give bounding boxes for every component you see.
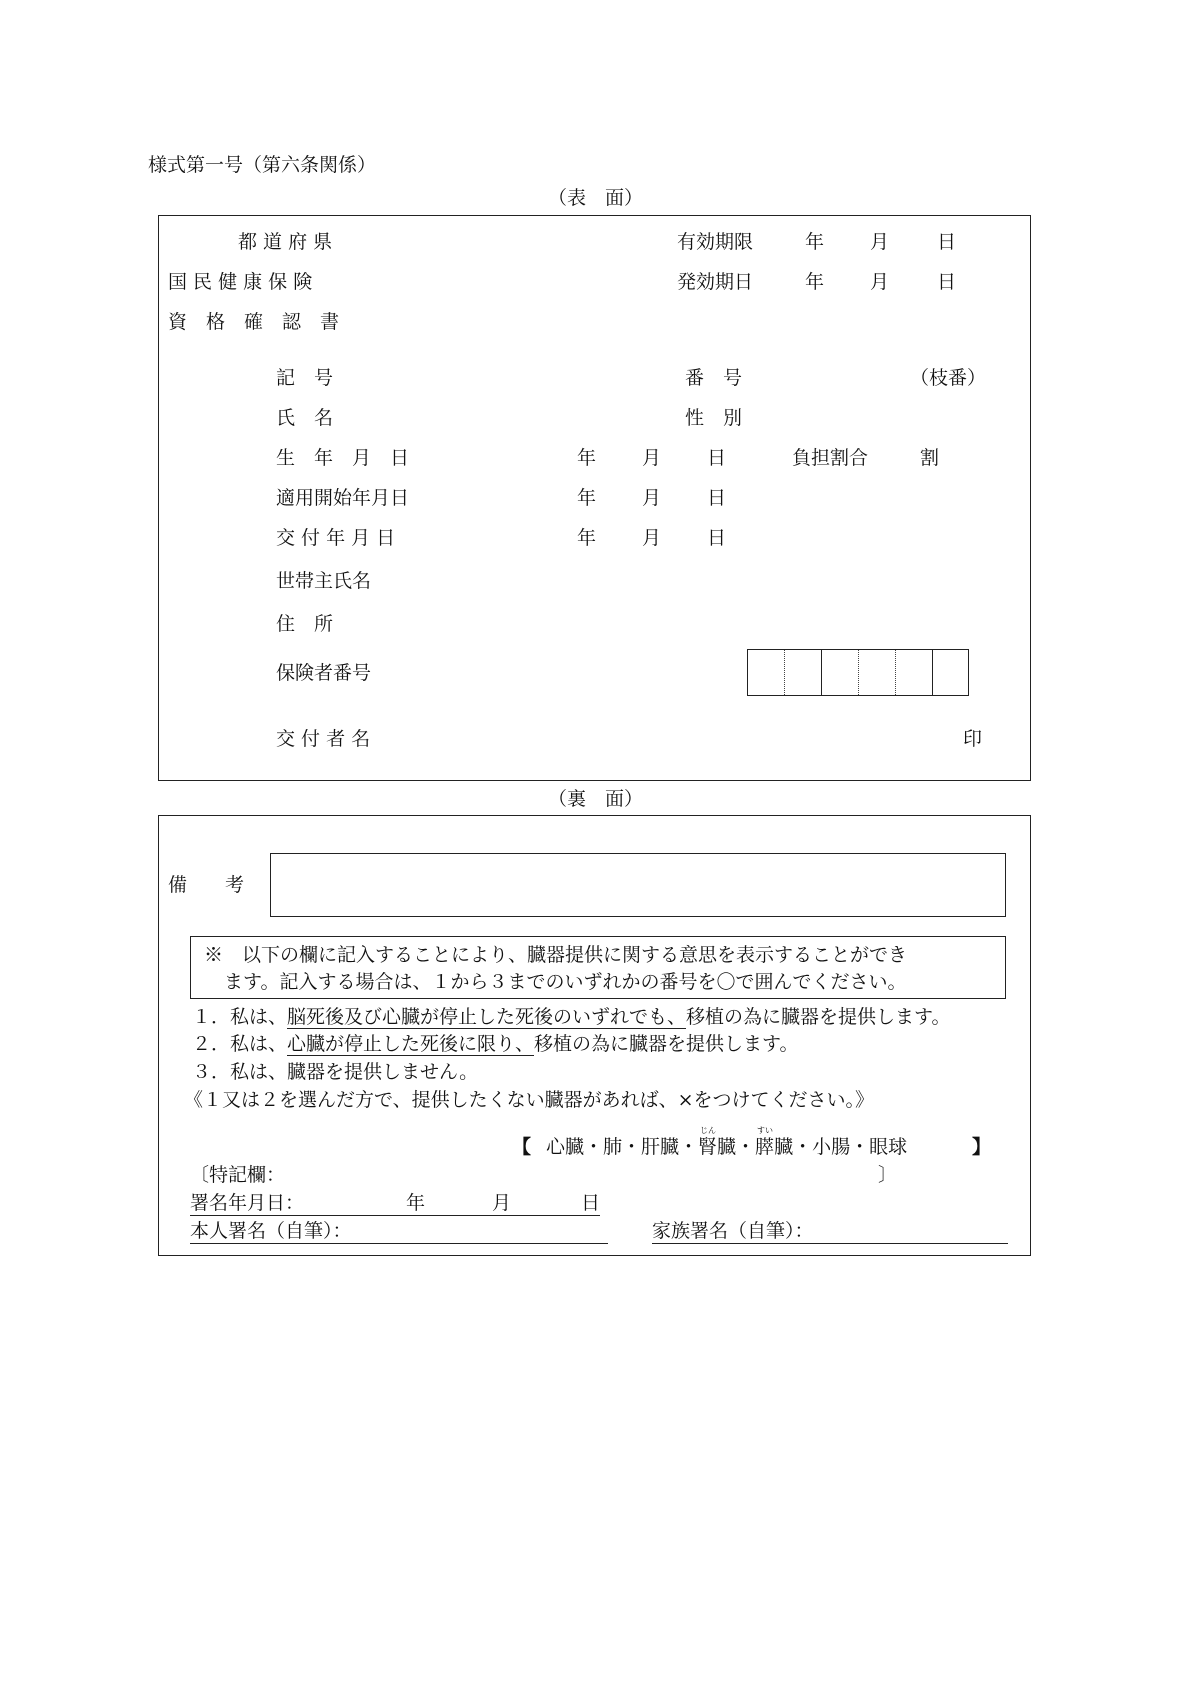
option-1-prefix: １．私は、 xyxy=(192,1006,288,1028)
option-1[interactable] xyxy=(192,1005,951,1029)
organ-bracket-open: 【 xyxy=(512,1136,532,1158)
option-2-underlined: 心臓が停止した死後に限り、 xyxy=(287,1033,535,1055)
insurer-digit-5 xyxy=(896,650,933,695)
pancreas-ruby: すい xyxy=(757,1126,774,1135)
organ-list[interactable] xyxy=(546,1126,908,1159)
title-nhi: 国 民 健 康 保 険 xyxy=(168,271,313,293)
address-label: 住 所 xyxy=(276,613,334,635)
option-2-prefix: ２．私は、 xyxy=(192,1033,288,1055)
effective-date-label: 発効期日 xyxy=(677,271,754,293)
sign-day: 日 xyxy=(581,1192,601,1214)
pancreas-char: 膵 xyxy=(755,1136,775,1158)
remarks-field[interactable] xyxy=(270,853,1006,917)
insurer-digit-3 xyxy=(822,650,859,695)
sign-date-label: 署名年月日： xyxy=(190,1192,305,1214)
notice-line-2: ます。記入する場合は、１から３までのいずれかの番号を〇で囲んでください。 xyxy=(224,971,907,993)
issue-month: 月 xyxy=(642,527,662,549)
issuer-label: 交 付 者 名 xyxy=(276,728,371,750)
effective-year: 年 xyxy=(805,271,825,293)
burden-unit: 割 xyxy=(920,447,940,469)
issue-day: 日 xyxy=(707,527,727,549)
kidney-ruby: じん xyxy=(700,1126,717,1135)
organs-post: 臓・小腸・眼球 xyxy=(774,1136,908,1158)
special-remarks-close: 〕 xyxy=(878,1164,898,1186)
option-1-suffix: 移植の為に臓器を提供します。 xyxy=(686,1006,951,1028)
insurer-digit-2 xyxy=(785,650,822,695)
remarks-label: 備 考 xyxy=(168,874,245,896)
birth-label: 生 年 月 日 xyxy=(276,447,410,469)
valid-until-label: 有効期限 xyxy=(677,231,754,253)
sign-year: 年 xyxy=(406,1192,426,1214)
family-signature-label: 家族署名（自筆）： xyxy=(652,1220,814,1242)
valid-month: 月 xyxy=(870,231,890,253)
form-number-label: 様式第一号（第六条関係） xyxy=(148,154,377,176)
sign-date-line[interactable] xyxy=(190,1191,600,1216)
insurer-digit-6 xyxy=(933,650,968,695)
organ-note: 《１又は２を選んだ方で、提供したくない臓器があれば、×をつけてください。》 xyxy=(184,1089,875,1111)
special-remarks-field[interactable] xyxy=(300,1162,870,1186)
seal-mark: 印 xyxy=(963,728,983,750)
organ-bracket-close: 】 xyxy=(972,1136,992,1158)
self-signature-line[interactable] xyxy=(190,1219,608,1244)
birth-day: 日 xyxy=(707,447,727,469)
name-label: 氏 名 xyxy=(276,407,334,429)
option-1-underlined: 脳死後及び心臓が停止した死後のいずれでも、 xyxy=(287,1006,687,1028)
birth-month: 月 xyxy=(642,447,662,469)
back-caption: （裏 面） xyxy=(548,788,644,810)
special-remarks-open: 〔特記欄： xyxy=(190,1164,286,1186)
insurer-number-label: 保険者番号 xyxy=(276,662,372,684)
valid-day: 日 xyxy=(937,231,957,253)
self-signature-label: 本人署名（自筆）： xyxy=(190,1220,352,1242)
insurer-digit-1 xyxy=(748,650,785,695)
notice-line-1: ※ 以下の欄に記入することにより、臓器提供に関する意思を表示することができ xyxy=(204,944,908,966)
family-signature-line[interactable] xyxy=(652,1219,1008,1244)
apply-day: 日 xyxy=(707,487,727,509)
bango-label: 番 号 xyxy=(685,367,743,389)
burden-label: 負担割合 xyxy=(792,447,869,469)
option-2[interactable] xyxy=(192,1032,799,1056)
sex-label: 性 別 xyxy=(685,407,743,429)
kigo-label: 記 号 xyxy=(276,367,334,389)
title-qualification: 資 格 確 認 書 xyxy=(168,311,340,333)
effective-day: 日 xyxy=(937,271,957,293)
insurer-digit-4 xyxy=(859,650,896,695)
effective-month: 月 xyxy=(870,271,890,293)
householder-label: 世帯主氏名 xyxy=(276,570,372,592)
insurer-number-boxes xyxy=(747,649,969,696)
apply-month: 月 xyxy=(642,487,662,509)
organs-pre: 心臓・肺・肝臓・ xyxy=(546,1136,699,1158)
edaban-label: （枝番） xyxy=(910,367,987,389)
title-prefecture: 都 道 府 県 xyxy=(238,231,333,253)
option-3[interactable]: ３．私は、臓器を提供しません。 xyxy=(192,1061,479,1083)
issue-date-label: 交 付 年 月 日 xyxy=(276,527,396,549)
apply-year: 年 xyxy=(577,487,597,509)
birth-year: 年 xyxy=(577,447,597,469)
front-caption: （表 面） xyxy=(548,187,644,209)
organ-kidney xyxy=(698,1126,718,1158)
valid-year: 年 xyxy=(805,231,825,253)
sign-month: 月 xyxy=(492,1192,512,1214)
option-2-suffix: 移植の為に臓器を提供します。 xyxy=(534,1033,799,1055)
issue-year: 年 xyxy=(577,527,597,549)
organ-pancreas xyxy=(755,1126,775,1158)
organs-mid: 臓・ xyxy=(717,1136,756,1158)
kidney-char: 腎 xyxy=(698,1136,718,1158)
apply-start-label: 適用開始年月日 xyxy=(276,487,410,509)
